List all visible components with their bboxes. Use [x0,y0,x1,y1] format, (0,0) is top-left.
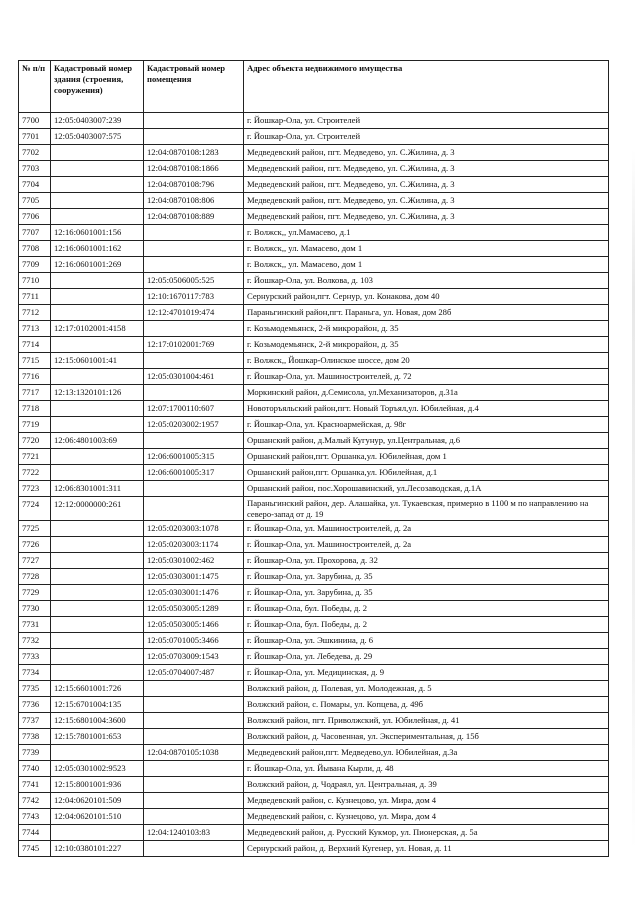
cell-row-number: 7724 [19,497,51,521]
cell-premises-cadastral [144,241,244,257]
table-row [19,193,609,209]
header-address: Адрес объекта недвижимого имущества [244,61,609,113]
cell-row-number: 7722 [19,465,51,481]
cell-premises-cadastral [144,321,244,337]
table-row [19,729,609,745]
cell-premises-cadastral: 12:05:0506005:525 [144,273,244,289]
cell-building-cadastral [51,273,144,289]
cell-building-cadastral: 12:10:0380101:227 [51,841,144,857]
cell-address: Моркинский район, д.Семисола, ул.Механизаторов, д.31а [244,385,609,401]
cell-address: г. Волжск,, Йошкар-Олинское шоссе, дом 20 [244,353,609,369]
cell-premises-cadastral: 12:04:0870108:1866 [144,161,244,177]
cell-premises-cadastral: 12:04:0870108:1283 [144,145,244,161]
cell-building-cadastral: 12:13:1320101:126 [51,385,144,401]
table-row [19,129,609,145]
cell-row-number: 7712 [19,305,51,321]
cell-address: Волжский район, д. Часовенная, ул. Экспериментальная, д. 15б [244,729,609,745]
cell-row-number: 7718 [19,401,51,417]
cell-building-cadastral [51,537,144,553]
cell-building-cadastral [51,177,144,193]
table-row [19,793,609,809]
cell-row-number: 7704 [19,177,51,193]
cell-row-number: 7741 [19,777,51,793]
cell-building-cadastral: 12:15:0601001:41 [51,353,144,369]
cell-address: г. Йошкар-Ола, бул. Победы, д. 2 [244,617,609,633]
cell-address: г. Йошкар-Ола, ул. Волкова, д. 103 [244,273,609,289]
cell-address: г. Козьмодемьянск, 2-й микрорайон, д. 35 [244,337,609,353]
cell-row-number: 7706 [19,209,51,225]
cell-premises-cadastral: 12:05:0303001:1476 [144,585,244,601]
cell-row-number: 7735 [19,681,51,697]
cell-row-number: 7729 [19,585,51,601]
cell-premises-cadastral: 12:05:0301002:462 [144,553,244,569]
cell-premises-cadastral [144,761,244,777]
cell-building-cadastral [51,145,144,161]
cell-building-cadastral: 12:06:4801003:69 [51,433,144,449]
cell-building-cadastral: 12:05:0403007:575 [51,129,144,145]
cell-premises-cadastral [144,497,244,521]
cell-address: Медведевский район, д. Русский Кукмор, ул. Пионерская, д. 5а [244,825,609,841]
cell-premises-cadastral: 12:05:0704007:487 [144,665,244,681]
cell-row-number: 7736 [19,697,51,713]
cell-address: г. Йошкар-Ола, ул. Машиностроителей, д. 72 [244,369,609,385]
cell-premises-cadastral [144,809,244,825]
cell-premises-cadastral: 12:05:0203002:1957 [144,417,244,433]
cell-address: Оршанский район, д.Малый Кугунур, ул.Центральная, д.6 [244,433,609,449]
table-row [19,665,609,681]
cell-row-number: 7723 [19,481,51,497]
cell-address: г. Йошкар-Ола, ул. Прохорова, д. 32 [244,553,609,569]
table-row [19,697,609,713]
cell-building-cadastral: 12:17:0102001:4158 [51,321,144,337]
cell-address: г. Йошкар-Ола, ул. Медицинская, д. 9 [244,665,609,681]
cell-row-number: 7700 [19,113,51,129]
cell-row-number: 7717 [19,385,51,401]
cell-address: г. Йошкар-Ола, ул. Строителей [244,129,609,145]
cell-premises-cadastral: 12:04:0870105:1038 [144,745,244,761]
table-row [19,465,609,481]
cell-row-number: 7713 [19,321,51,337]
cell-address: г. Волжск,, ул. Мамасево, дом 1 [244,241,609,257]
cell-address: г. Йошкар-Ола, ул. Машиностроителей, д. 2а [244,521,609,537]
cell-address: Волжский район, с. Помары, ул. Копцева, д. 49б [244,697,609,713]
cell-premises-cadastral: 12:04:0870108:796 [144,177,244,193]
cell-row-number: 7720 [19,433,51,449]
cell-address: г. Йошкар-Ола, ул. Эшкинина, д. 6 [244,633,609,649]
cell-building-cadastral: 12:16:0601001:269 [51,257,144,273]
cell-premises-cadastral: 12:04:0870108:806 [144,193,244,209]
cell-building-cadastral [51,745,144,761]
cell-address: Медведевский район, пгт. Медведево, ул. С.Жилина, д. 3 [244,161,609,177]
cell-address: г. Йошкар-Ола, ул. Зарубина, д. 35 [244,569,609,585]
cell-building-cadastral: 12:04:0620101:510 [51,809,144,825]
cell-row-number: 7715 [19,353,51,369]
cell-row-number: 7709 [19,257,51,273]
cell-row-number: 7710 [19,273,51,289]
table-row [19,761,609,777]
cell-address: Сернурский район, д. Верхний Кугенер, ул. Новая, д. 11 [244,841,609,857]
cell-row-number: 7726 [19,537,51,553]
cell-row-number: 7737 [19,713,51,729]
cell-premises-cadastral: 12:06:6001005:315 [144,449,244,465]
header-row-number: № п/п [19,61,51,113]
table-row [19,601,609,617]
table-row [19,305,609,321]
cell-premises-cadastral [144,697,244,713]
cell-address: Волжский район, пгт. Приволжский, ул. Юбилейная, д. 41 [244,713,609,729]
table-row [19,809,609,825]
cell-row-number: 7740 [19,761,51,777]
cell-premises-cadastral [144,777,244,793]
cell-building-cadastral [51,521,144,537]
cell-premises-cadastral: 12:05:0503005:1466 [144,617,244,633]
cell-building-cadastral [51,449,144,465]
table-row [19,177,609,193]
cell-premises-cadastral: 12:12:4701019:474 [144,305,244,321]
table-row [19,521,609,537]
cell-building-cadastral [51,825,144,841]
table-row [19,273,609,289]
cell-premises-cadastral [144,257,244,273]
cell-row-number: 7731 [19,617,51,633]
cell-address: г. Йошкар-Ола, ул. Строителей [244,113,609,129]
table-row [19,569,609,585]
table-row [19,825,609,841]
table-row [19,257,609,273]
cell-premises-cadastral [144,129,244,145]
cell-premises-cadastral: 12:10:1670117:783 [144,289,244,305]
table-row [19,449,609,465]
cell-building-cadastral [51,601,144,617]
table-row [19,433,609,449]
cell-building-cadastral: 12:04:0620101:509 [51,793,144,809]
cell-row-number: 7701 [19,129,51,145]
cell-premises-cadastral: 12:05:0203003:1174 [144,537,244,553]
cell-premises-cadastral: 12:04:1240103:83 [144,825,244,841]
cell-building-cadastral: 12:16:0601001:162 [51,241,144,257]
cell-premises-cadastral: 12:05:0203003:1078 [144,521,244,537]
cell-building-cadastral: 12:05:0403007:239 [51,113,144,129]
cell-building-cadastral [51,553,144,569]
table-row [19,369,609,385]
table-row [19,777,609,793]
table-row [19,161,609,177]
cell-row-number: 7745 [19,841,51,857]
header-premises-cadastral: Кадастровый номер помещения [144,61,244,113]
cell-building-cadastral [51,337,144,353]
cell-premises-cadastral [144,225,244,241]
cell-row-number: 7730 [19,601,51,617]
cell-address: Оршанский район, пос.Хорошавинский, ул.Лесозаводская, д.1А [244,481,609,497]
table-row [19,481,609,497]
cell-building-cadastral [51,649,144,665]
cell-premises-cadastral [144,385,244,401]
cell-building-cadastral [51,633,144,649]
table-row [19,225,609,241]
cell-address: г. Йошкар-Ола, ул. Йывана Кырли, д. 48 [244,761,609,777]
table-row [19,321,609,337]
cell-building-cadastral [51,401,144,417]
cell-building-cadastral [51,617,144,633]
cell-address: Сернурский район,пгт. Сернур, ул. Конакова, дом 40 [244,289,609,305]
cell-building-cadastral [51,465,144,481]
cell-row-number: 7703 [19,161,51,177]
cell-premises-cadastral [144,841,244,857]
cell-row-number: 7708 [19,241,51,257]
header-building-cadastral: Кадастровый номер здания (строения, сооружения) [51,61,144,113]
cell-building-cadastral [51,569,144,585]
table-header-row [19,61,609,113]
table-row [19,401,609,417]
cell-row-number: 7728 [19,569,51,585]
cell-premises-cadastral: 12:05:0301004:461 [144,369,244,385]
cell-address: г. Волжск,, ул.Мамасево, д.1 [244,225,609,241]
cell-premises-cadastral [144,681,244,697]
table-row [19,649,609,665]
cell-row-number: 7733 [19,649,51,665]
table-row [19,337,609,353]
table-row [19,417,609,433]
cell-premises-cadastral [144,481,244,497]
cell-address: г. Козьмодемьянск, 2-й микрорайон, д. 35 [244,321,609,337]
cell-building-cadastral: 12:15:6801004:3600 [51,713,144,729]
table-row [19,633,609,649]
cell-building-cadastral [51,289,144,305]
cell-address: Медведевский район, пгт. Медведево, ул. С.Жилина, д. 3 [244,145,609,161]
cell-address: Параньгинский район, дер. Алашайка, ул. Тукаевская, примерно в 1100 м по направлению на северо-запад от д. 19 [244,497,609,521]
cell-address: Оршанский район,пгт. Оршанка,ул. Юбилейная, д.1 [244,465,609,481]
table-row [19,553,609,569]
cell-premises-cadastral [144,113,244,129]
property-registry-table [18,60,609,857]
cell-premises-cadastral [144,353,244,369]
cell-premises-cadastral [144,713,244,729]
table-row [19,241,609,257]
cell-address: г. Волжск,, ул. Мамасево, дом 1 [244,257,609,273]
table-row [19,209,609,225]
cell-premises-cadastral: 12:05:0701005:3466 [144,633,244,649]
cell-row-number: 7738 [19,729,51,745]
cell-address: г. Йошкар-Ола, ул. Красноармейская, д. 98г [244,417,609,433]
cell-row-number: 7732 [19,633,51,649]
table-row [19,745,609,761]
cell-address: Параньгинский район,пгт. Параньга, ул. Новая, дом 28б [244,305,609,321]
cell-address: Волжский район, д. Полевая, ул. Молодежная, д. 5 [244,681,609,697]
cell-address: Медведевский район, пгт. Медведево, ул. С.Жилина, д. 3 [244,177,609,193]
cell-building-cadastral: 12:06:8301001:311 [51,481,144,497]
table-row [19,681,609,697]
cell-address: Медведевский район,пгт. Медведево,ул. Юбилейная, д.3а [244,745,609,761]
cell-address: г. Йошкар-Ола, ул. Лебедева, д. 29 [244,649,609,665]
cell-address: Волжский район, д. Чодраял, ул. Центральная, д. 39 [244,777,609,793]
registry-sheet [18,60,608,857]
cell-row-number: 7739 [19,745,51,761]
cell-building-cadastral: 12:15:6701004:135 [51,697,144,713]
cell-premises-cadastral: 12:17:0102001:769 [144,337,244,353]
cell-building-cadastral: 12:15:6601001:726 [51,681,144,697]
cell-premises-cadastral: 12:07:1700110:607 [144,401,244,417]
cell-premises-cadastral: 12:05:0303001:1475 [144,569,244,585]
cell-building-cadastral: 12:15:8001001:936 [51,777,144,793]
cell-address: Медведевский район, с. Кузнецово, ул. Мира, дом 4 [244,793,609,809]
cell-address: Медведевский район, с. Кузнецово, ул. Мира, дом 4 [244,809,609,825]
cell-building-cadastral [51,665,144,681]
cell-row-number: 7719 [19,417,51,433]
cell-building-cadastral [51,209,144,225]
cell-premises-cadastral [144,729,244,745]
cell-building-cadastral: 12:16:0601001:156 [51,225,144,241]
table-row [19,841,609,857]
cell-building-cadastral: 12:15:7801001:653 [51,729,144,745]
cell-row-number: 7705 [19,193,51,209]
cell-premises-cadastral: 12:06:6001005:317 [144,465,244,481]
cell-building-cadastral: 12:05:0301002:9523 [51,761,144,777]
cell-building-cadastral [51,193,144,209]
table-row [19,585,609,601]
cell-building-cadastral: 12:12:0000000:261 [51,497,144,521]
table-row [19,385,609,401]
table-body [19,113,609,857]
table-row [19,353,609,369]
cell-row-number: 7725 [19,521,51,537]
cell-row-number: 7743 [19,809,51,825]
cell-row-number: 7716 [19,369,51,385]
cell-row-number: 7702 [19,145,51,161]
scan-edge-shadow [632,150,635,850]
cell-building-cadastral [51,305,144,321]
cell-premises-cadastral: 12:04:0870108:889 [144,209,244,225]
table-row [19,713,609,729]
cell-premises-cadastral: 12:05:0503005:1289 [144,601,244,617]
cell-row-number: 7734 [19,665,51,681]
cell-address: Оршанский район,пгт. Оршанка,ул. Юбилейная, дом 1 [244,449,609,465]
cell-address: г. Йошкар-Ола, бул. Победы, д. 2 [244,601,609,617]
cell-row-number: 7707 [19,225,51,241]
cell-building-cadastral [51,369,144,385]
cell-address: Медведевский район, пгт. Медведево, ул. С.Жилина, д. 3 [244,209,609,225]
cell-row-number: 7721 [19,449,51,465]
cell-address: г. Йошкар-Ола, ул. Зарубина, д. 35 [244,585,609,601]
table-row [19,145,609,161]
cell-premises-cadastral [144,433,244,449]
cell-row-number: 7727 [19,553,51,569]
cell-row-number: 7744 [19,825,51,841]
cell-building-cadastral [51,161,144,177]
table-row [19,497,609,521]
cell-premises-cadastral [144,793,244,809]
table-row [19,537,609,553]
cell-row-number: 7711 [19,289,51,305]
cell-premises-cadastral: 12:05:0703009:1543 [144,649,244,665]
cell-address: Новоторъяльский район,пгт. Новый Торъял,ул. Юбилейная, д.4 [244,401,609,417]
table-row [19,113,609,129]
table-row [19,289,609,305]
cell-address: г. Йошкар-Ола, ул. Машиностроителей, д. 2а [244,537,609,553]
cell-building-cadastral [51,585,144,601]
cell-row-number: 7742 [19,793,51,809]
table-row [19,617,609,633]
cell-building-cadastral [51,417,144,433]
cell-row-number: 7714 [19,337,51,353]
cell-address: Медведевский район, пгт. Медведево, ул. С.Жилина, д. 3 [244,193,609,209]
